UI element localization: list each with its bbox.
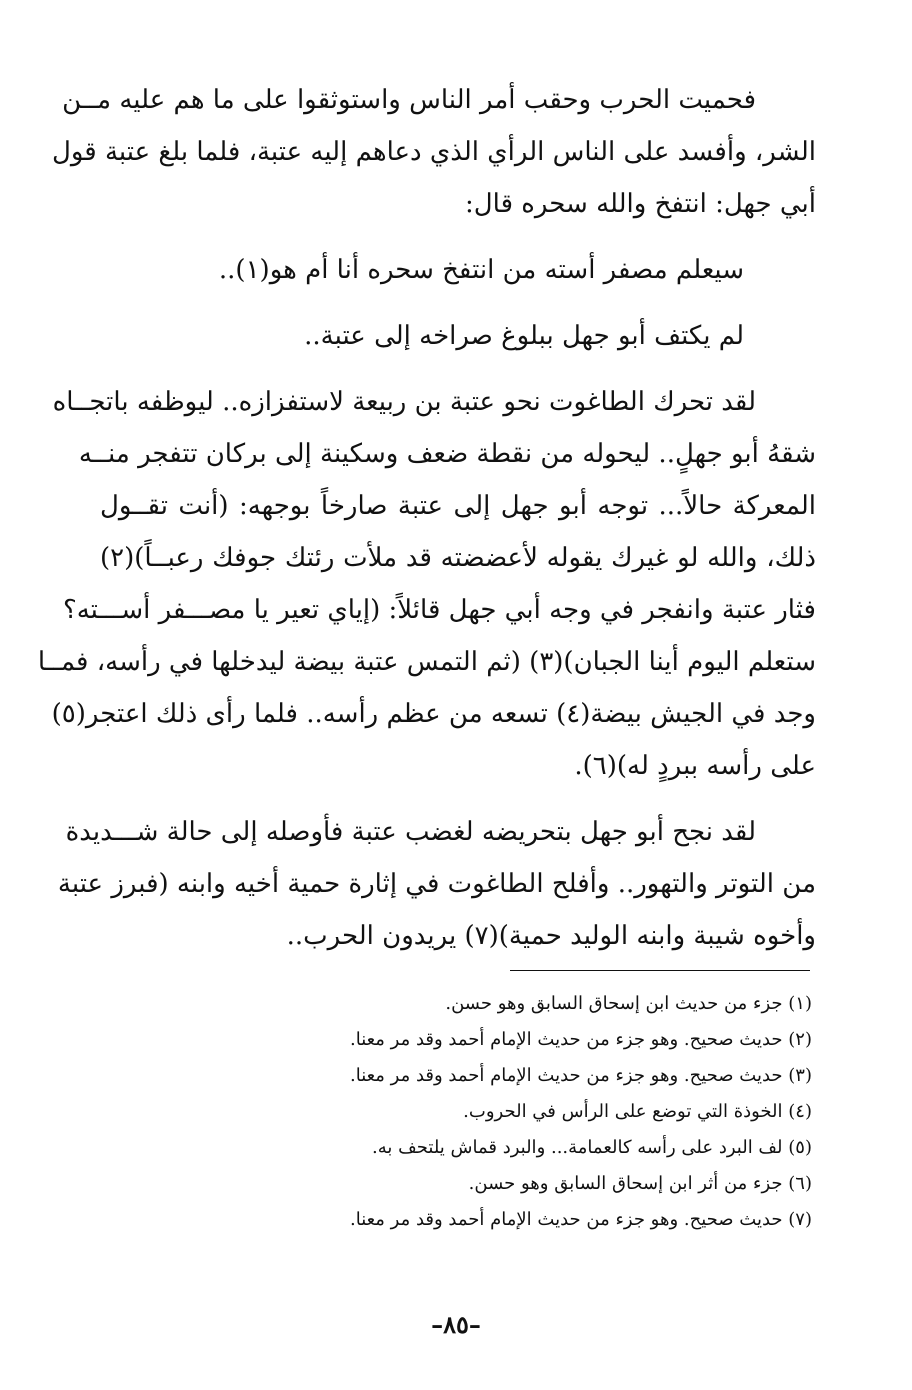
footnote: (٦) جزء من أثر ابن إسحاق السابق وهو حسن. xyxy=(468,1173,812,1194)
text-line: المعركة حالاً... توجه أبو جهل إلى عتبة صارخاً بوجهه: (أنت تقــول xyxy=(100,491,816,521)
text-line: فثار عتبة وانفجر في وجه أبي جهل قائلاً: (إياي تعير يا مصـــفر أســـته؟ xyxy=(62,595,816,625)
footnote: (٥) لف البرد على رأسه كالعمامة... والبرد قماش يلتحف به. xyxy=(372,1137,812,1158)
text-line: ستعلم اليوم أينا الجبان)(٣) (ثم التمس عتبة بيضة ليدخلها في رأسه، فمــا xyxy=(37,647,816,677)
footnote: (٣) حديث صحيح. وهو جزء من حديث الإمام أحمد وقد مر معنا. xyxy=(349,1065,812,1086)
text-line: من التوتر والتهور.. وأفلح الطاغوت في إثارة حمية أخيه وابنه (فبرز عتبة xyxy=(57,869,816,899)
text-line: شقهُ أبو جهلٍ.. ليحوله من نقطة ضعف وسكينة إلى بركان تتفجر منــه xyxy=(78,439,816,469)
text-line: لقد نجح أبو جهل بتحريضه لغضب عتبة فأوصله إلى حالة شـــديدة xyxy=(65,817,756,847)
text-line: على رأسه ببردٍ له)(٦). xyxy=(574,751,816,781)
footnote: (٧) حديث صحيح. وهو جزء من حديث الإمام أحمد وقد مر معنا. xyxy=(349,1209,812,1230)
text-line: لقد تحرك الطاغوت نحو عتبة بن ربيعة لاستفزازه.. ليوظفه باتجــاه xyxy=(52,387,756,417)
text-line: لم يكتف أبو جهل ببلوغ صراخه إلى عتبة.. xyxy=(304,321,744,351)
page-number: –٨٥– xyxy=(431,1310,481,1339)
text-line: وأخوه شيبة وابنه الوليد حمية)(٧) يريدون الحرب.. xyxy=(286,921,816,951)
text-line: فحميت الحرب وحقب أمر الناس واستوثقوا على ما هم عليه مــن xyxy=(62,85,756,115)
text-line: وجد في الجيش بيضة(٤) تسعه من عظم رأسه.. فلما رأى ذلك اعتجر(٥) xyxy=(51,699,816,729)
footnotes xyxy=(250,986,812,1238)
main-text xyxy=(37,74,816,962)
text-line: أبي جهل: انتفخ والله سحره قال: xyxy=(465,189,816,219)
footnote-separator xyxy=(510,970,810,971)
footnote: (١) جزء من حديث ابن إسحاق السابق وهو حسن. xyxy=(445,993,812,1014)
footnote: (٢) حديث صحيح. وهو جزء من حديث الإمام أحمد وقد مر معنا. xyxy=(349,1029,812,1050)
text-line: ذلك، والله لو غيرك يقوله لأعضضته قد ملأت رئتك جوفك رعبــاً)(٢) xyxy=(100,543,816,573)
verse-line: سيعلم مصفر أسته من انتفخ سحره أنا أم هو(١).. xyxy=(218,255,744,285)
footnote: (٤) الخوذة التي توضع على الرأس في الحروب. xyxy=(463,1101,812,1122)
text-line: الشر، وأفسد على الناس الرأي الذي دعاهم إليه عتبة، فلما بلغ عتبة قول xyxy=(51,137,816,167)
